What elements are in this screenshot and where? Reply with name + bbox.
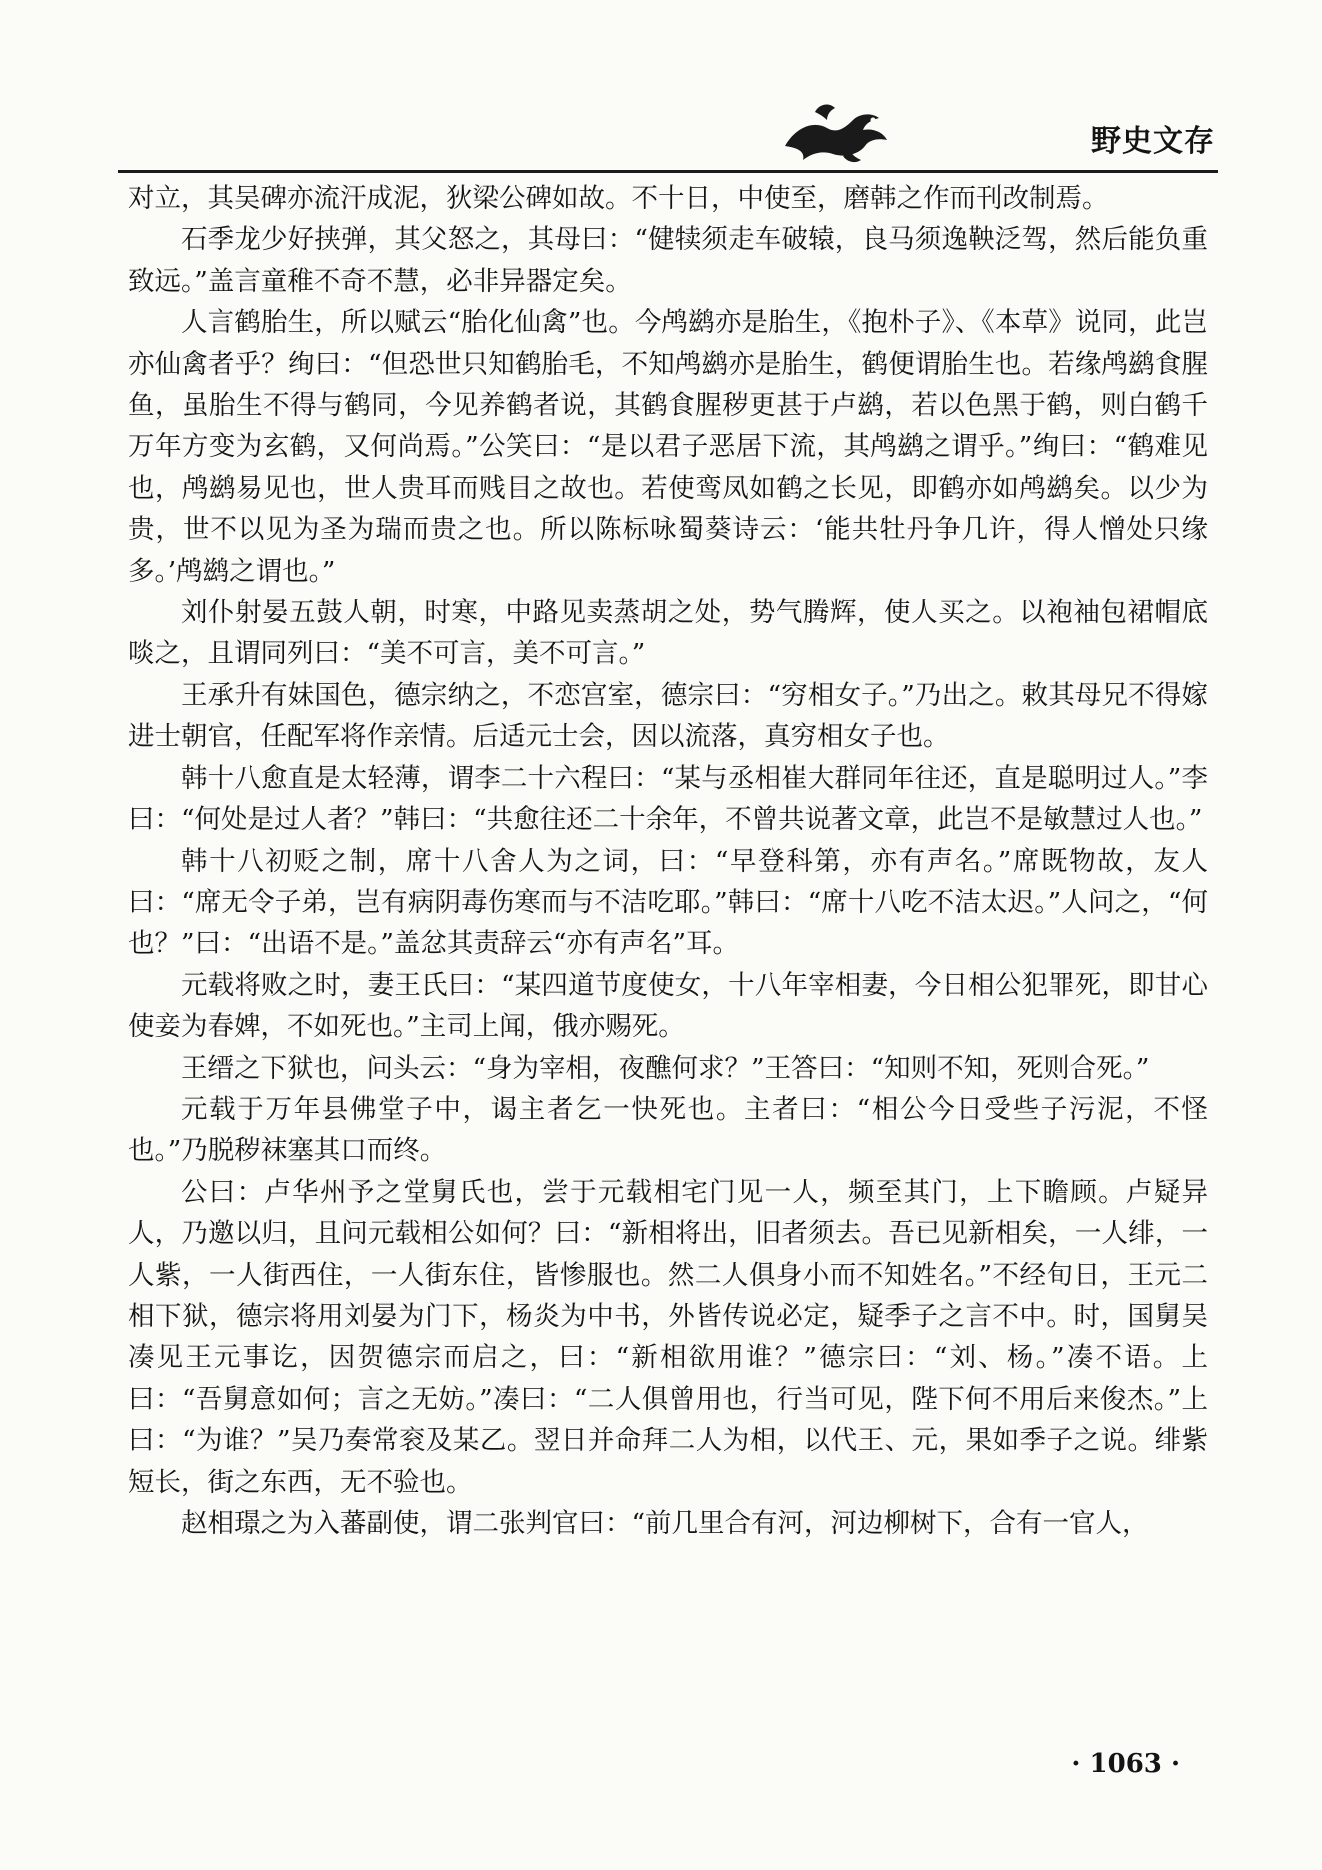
paragraph: 韩十八愈直是太轻薄，谓李二十六程曰：“某与丞相崔大群同年往还，直是聪明过人。”李曰：“何处是过人者？”韩曰：“共愈往还二十余年，不曾共说著文章，此岂不是敏慧过人也。” [128, 762, 1208, 836]
paragraph: 元载将败之时，妻王氏曰：“某四道节度使女，十八年宰相妻，今日相公犯罪死，即甘心使妾为春婢，不如死也。”主司上闻，俄亦赐死。 [128, 969, 1208, 1043]
paragraph: 对立，其吴碑亦流汗成泥，狄梁公碑如故。不十日，中使至，磨韩之作而刊改制焉。 [128, 183, 1109, 214]
running-title: 野史文存 [1091, 124, 1215, 159]
paragraph: 人言鹤胎生，所以赋云“胎化仙禽”也。今鸬鹚亦是胎生，《抱朴子》、《本草》说同，此岂亦仙禽者乎？绚曰：“但恐世只知鹤胎毛，不知鸬鹚亦是胎生，鹤便谓胎生也。若缘鸬鹚食腥鱼，虽胎生不得与鹤同，今见养鹤者说，其鹤食腥秽更甚于卢鹚，若以色黑于鹤，则白鹤千万年方变为玄鹤，又何尚焉。”公笑曰：“是以君子恶居下流，其鸬鹚之谓乎。”绚曰：“鹤难见也，鸬鹚易见也，世人贵耳而贱目之故也。若使鸾凤如鹤之长见，即鹤亦如鸬鹚矣。以少为贵，世不以见为圣为瑞而贵之也。所以陈标咏蜀葵诗云：‘能共牡丹争几许，得人憎处只缘多。’鸬鹚之谓也。” [128, 307, 1208, 587]
paragraph: 刘仆射晏五鼓人朝，时寒，中路见卖蒸胡之处，势气腾辉，使人买之。以袍袖包裙帽底啖之，且谓同列曰：“美不可言，美不可言。” [128, 597, 1208, 670]
page-header [0, 0, 1322, 175]
dragon-icon [775, 98, 895, 168]
body-text [128, 178, 1208, 1544]
paragraph: 元载于万年县佛堂子中，谒主者乞一快死也。主者曰：“相公今日受些子污泥，不怪也。”乃脱秽袜塞其口而终。 [128, 1093, 1208, 1167]
paragraph: 王缙之下狱也，问头云：“身为宰相，夜醮何求？”王答曰：“知则不知，死则合死。” [181, 1052, 1150, 1084]
paragraph: 王承升有妹国色，德宗纳之，不恋宫室，德宗曰：“穷相女子。”乃出之。敕其母兄不得嫁进士朝官，任配军将作亲情。后适元士会，因以流落，真穷相女子也。 [128, 679, 1208, 753]
page-number: · 1063 · [1071, 1749, 1180, 1779]
paragraph: 石季龙少好挟弹，其父怒之，其母曰：“健犊须走车破辕，良马须逸鞅泛驾，然后能负重致远。”盖言童稚不奇不慧，必非异器定矣。 [128, 224, 1208, 297]
paragraph: 公曰：卢华州予之堂舅氏也，尝于元载相宅门见一人，频至其门，上下瞻顾。卢疑异人，乃邀以归，且问元载相公如何？曰：“新相将出，旧者须去。吾已见新相矣，一人绯，一人紫，一人街西住，一人街东住，皆惨服也。然二人俱身小而不知姓名。”不经旬日，王元二相下狱，德宗将用刘晏为门下，杨炎为中书，外皆传说必定，疑季子之言不中。时，国舅吴凑见王元事讫，因贺德宗而启之，曰：“新相欲用谁？”德宗曰：“刘、杨。”凑不语。上曰：“吾舅意如何；言之无妨。”凑曰：“二人俱曾用也，行当可见，陛下何不用后来俊杰。”上曰：“为谁？”吴乃奏常衮及某乙。翌日并命拜二人为相，以代王、元，果如季子之说。绯紫短长，街之东西，无不验也。 [128, 1176, 1208, 1498]
header-rule [118, 170, 1218, 173]
paragraph: 赵相璟之为入蕃副使，谓二张判官曰：“前几里合有河，河边柳树下，合有一官人， [181, 1508, 1149, 1539]
paragraph: 韩十八初贬之制，席十八舍人为之词，曰：“早登科第，亦有声名。”席既物故，友人曰：“席无令子弟，岂有病阴毒伤寒而与不洁吃耶。”韩曰：“席十八吃不洁太迟。”人问之，“何也？”曰：“出语不是。”盖忿其责辞云“亦有声名”耳。 [128, 845, 1208, 960]
